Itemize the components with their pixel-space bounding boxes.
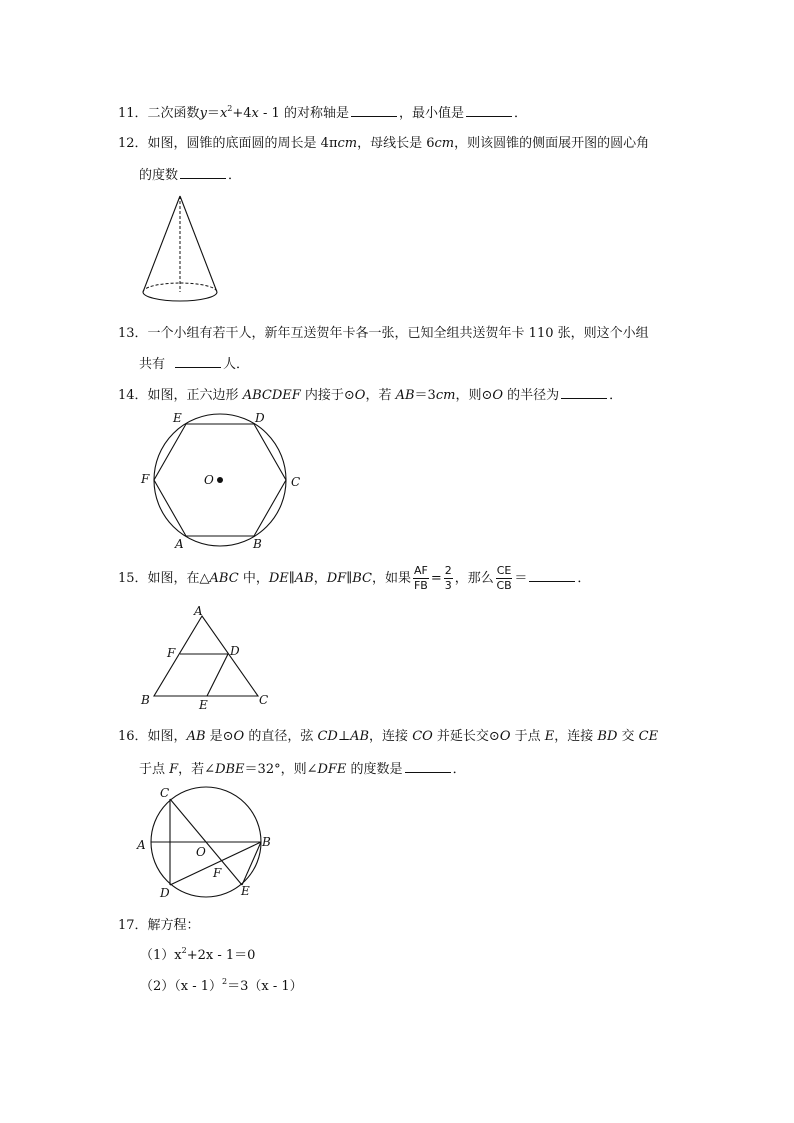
label-A: A (194, 604, 203, 618)
q12-line-2 (139, 166, 241, 185)
q17-p1-x: x (174, 948, 182, 963)
q11-text-b: ，最小值是 (398, 106, 464, 121)
q15-text-g: ，那么 (454, 571, 494, 586)
q14-poly: ABCDEF (242, 388, 301, 403)
q11-rest-b: - 1 的对称轴是 (258, 106, 349, 121)
q16-f: F (169, 762, 179, 777)
q11-exp: 2 (227, 104, 233, 113)
cone-left-slant (143, 196, 180, 292)
q15-de: DE (268, 571, 289, 586)
q16-e: E (544, 729, 555, 744)
cone-figure (138, 192, 222, 306)
q15-df: DF (326, 571, 347, 586)
label-E: E (173, 411, 182, 425)
q13-line-2 (139, 355, 249, 374)
q15-text-f: ，如果 (371, 571, 411, 586)
label-A: A (175, 537, 184, 551)
label-O: O (196, 845, 206, 859)
q16-o2: O (499, 729, 511, 744)
q15-frac2-num: 2 (444, 564, 452, 577)
q16-line2-c: ＝32°，则∠ (244, 762, 318, 777)
q15-text-b: 中， (238, 571, 269, 586)
q12-line2-text: 的度数 (139, 168, 179, 183)
label-F: F (167, 646, 176, 660)
label-C: C (291, 475, 301, 489)
q14-text-f: 的半径为 (503, 388, 560, 403)
q11-line (118, 104, 527, 123)
q15-end: ． (577, 571, 591, 586)
q16-text-i: 交 (617, 729, 639, 744)
q14-text-a: 如图，正六边形 (147, 388, 243, 403)
q16-dfe: DFE (317, 762, 347, 777)
q14-ab: AB (395, 388, 415, 403)
q13-number: 13． (118, 326, 148, 341)
q15-eq1: = (430, 571, 442, 586)
q16-text-h: ，连接 (554, 729, 598, 744)
label-B: B (253, 537, 262, 551)
q12-unit-1: cm (337, 136, 358, 151)
q14-number: 14． (118, 388, 148, 403)
q17-p2-a: （x - 1） (174, 979, 223, 994)
chord-be (242, 842, 261, 885)
q17-p2-exp: 2 (222, 977, 228, 986)
q16-text-f: 并延长交⊙ (432, 729, 500, 744)
q16-text-d: ⊥ (337, 729, 351, 744)
q16-text-e: ，连接 (369, 729, 413, 744)
q12-number: 12． (118, 136, 148, 151)
label-B: B (262, 835, 271, 849)
q15-frac2-den: 3 (444, 579, 452, 592)
q16-line2-a: 于点 (139, 762, 170, 777)
q11-end: ． (513, 106, 527, 121)
q16-ab: AB (186, 729, 206, 744)
q17-p2-b: ＝3（x - 1） (227, 979, 303, 994)
q11-number: 11． (118, 106, 148, 121)
q15-line (118, 564, 590, 594)
q15-ab: AB (294, 571, 314, 586)
q15-frac3-num: CE (496, 564, 512, 577)
q15-abc: ABC (209, 571, 239, 586)
label-C: C (160, 786, 170, 800)
q12-text-c: ，则该圆锥的侧面展开图的圆心角 (454, 136, 650, 151)
q16-dbe: DBE (215, 762, 245, 777)
q11-eq: ＝ (206, 106, 220, 121)
triangle-figure (138, 604, 278, 712)
q15-number: 15． (118, 571, 148, 586)
label-C: C (259, 693, 269, 707)
center-point (217, 477, 223, 483)
segment-de (207, 654, 228, 696)
q15-eq2: ＝ (514, 571, 528, 586)
q13-line2-end: 人． (223, 357, 250, 372)
q12-line-1 (118, 135, 649, 153)
q16-ab2: AB (350, 729, 370, 744)
q14-o2: O (492, 388, 504, 403)
q16-blank[interactable] (405, 760, 451, 773)
label-E: E (199, 698, 208, 712)
q15-fraction-ce-cb (496, 565, 513, 592)
q17-line (118, 917, 200, 935)
label-B: B (141, 693, 150, 707)
label-D: D (230, 644, 240, 658)
q16-line-2 (139, 760, 466, 779)
q17-title: 解方程： (147, 918, 200, 933)
q12-text-a: 如图，圆锥的底面圆的周长是 4π (147, 136, 338, 151)
q16-bd: BD (597, 729, 618, 744)
label-O: O (204, 473, 214, 487)
q15-bc: BC (352, 571, 372, 586)
q16-end: ． (452, 762, 466, 777)
q11-blank-1[interactable] (351, 104, 397, 117)
q12-blank[interactable] (180, 166, 226, 179)
hexagon-figure (138, 408, 308, 554)
q14-line (118, 386, 622, 405)
q15-frac1-num: AF (413, 564, 428, 577)
q13-line-1 (118, 325, 649, 343)
q16-line-1 (118, 728, 658, 746)
cone-base-front (143, 292, 217, 301)
label-E: E (241, 884, 250, 898)
q15-frac1-den: FB (413, 579, 428, 592)
q17-part-2 (140, 978, 303, 996)
label-F: F (141, 472, 150, 486)
q15-fraction-af-fb (413, 565, 429, 592)
q12-unit-2: cm (434, 136, 455, 151)
q16-text-a: 如图， (147, 729, 187, 744)
q14-blank[interactable] (561, 386, 607, 399)
q12-end: ． (228, 168, 242, 183)
q11-blank-2[interactable] (466, 104, 512, 117)
q12-text-b: ，母线长是 6 (357, 136, 435, 151)
q17-p2-label: （2） (140, 979, 175, 994)
q15-text-c: ∥ (288, 571, 295, 586)
q16-text-b: 是⊙ (205, 729, 234, 744)
q16-ce: CE (638, 729, 659, 744)
q13-line2-text: 共有 (139, 357, 166, 372)
q11-x2: x (251, 106, 259, 121)
q17-number: 17． (118, 918, 148, 933)
label-F: F (213, 866, 222, 880)
q15-blank[interactable] (529, 569, 575, 582)
q17-p1-exp: 2 (181, 946, 187, 955)
q14-o1: O (354, 388, 366, 403)
q14-text-c: ，若 (365, 388, 396, 403)
q17-p1-rest: +2x - 1＝0 (186, 948, 256, 963)
q16-text-g: 于点 (510, 729, 545, 744)
q15-text-a: 如图，在△ (147, 571, 210, 586)
label-D: D (160, 886, 170, 900)
label-A: A (137, 838, 146, 852)
q14-end: ． (609, 388, 623, 403)
q15-fraction-2-3 (444, 565, 453, 592)
q14-text-b: 内接于⊙ (300, 388, 355, 403)
q16-o1: O (233, 729, 245, 744)
q11-rest-a: +4 (232, 106, 252, 121)
q13-text: 一个小组有若干人，新年互送贺年卡各一张，已知全组共送贺年卡 110 张，则这个小组 (147, 326, 649, 341)
cone-right-slant (180, 196, 217, 292)
q16-number: 16． (118, 729, 148, 744)
q13-blank[interactable] (175, 355, 221, 368)
q11-text-a: 二次函数 (147, 106, 200, 121)
q16-cd: CD (317, 729, 338, 744)
q16-line2-b: ，若∠ (178, 762, 216, 777)
q15-text-d: ， (313, 571, 327, 586)
q11-y: y (199, 106, 207, 121)
q14-text-d: ＝3 (414, 388, 436, 403)
q11-x: x (219, 106, 228, 121)
q14-text-e: ，则⊙ (455, 388, 493, 403)
q16-co: CO (412, 729, 433, 744)
q16-text-c: 的直径，弦 (244, 729, 318, 744)
q16-line2-d: 的度数是 (346, 762, 403, 777)
q15-frac3-den: CB (496, 579, 512, 592)
circle-chords-figure (136, 784, 276, 902)
q15-text-e: ∥ (346, 571, 353, 586)
q17-part-1 (140, 947, 255, 965)
label-D: D (255, 411, 265, 425)
q14-unit: cm (435, 388, 456, 403)
q17-p1-label: （1） (140, 948, 175, 963)
